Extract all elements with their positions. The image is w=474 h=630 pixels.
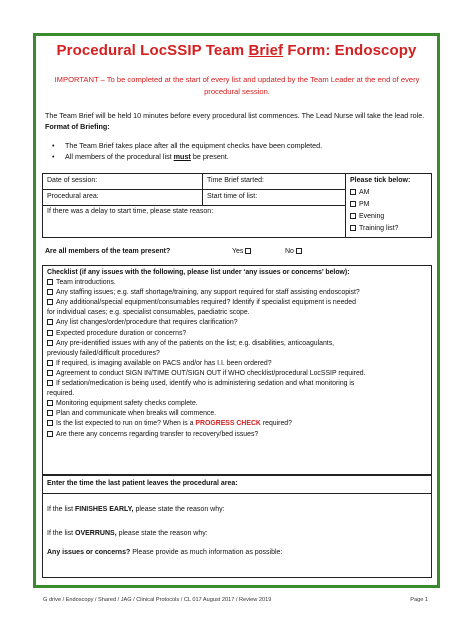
bullet-item <box>52 151 422 162</box>
team-present-question: Are all members of the team present? <box>45 248 171 255</box>
checklist-text: Team introductions. <box>56 279 116 287</box>
page-footer <box>43 597 428 603</box>
field-bold: OVERRUNS, <box>75 530 117 537</box>
checklist-text: Any list changes/order/procedure that requires clarification? <box>56 319 238 327</box>
checklist-text: Any additional/special equipment/consumables required? Identify if specialist equipment is needed <box>56 299 356 307</box>
checklist-item[interactable] <box>47 399 427 409</box>
intro-bold: Format of Briefing: <box>45 122 110 131</box>
checklist-text: required? <box>260 420 292 428</box>
checklist-item-continued <box>47 389 427 399</box>
checklist-item[interactable] <box>47 369 427 379</box>
checklist-text: Any staffing issues; e.g. staff shortage/training, any support required for staff assisting endoscopist? <box>56 289 360 297</box>
bullet-underlined: must <box>173 152 191 161</box>
checkbox-icon[interactable] <box>350 213 356 219</box>
checkbox-icon[interactable] <box>350 201 356 207</box>
bullet-item: • The Team Brief takes place after all the equipment checks have been completed. <box>52 140 422 151</box>
pm-checkbox[interactable] <box>346 199 374 210</box>
checkbox-icon[interactable] <box>47 330 53 336</box>
field-text: Please provide as much information as possible: <box>130 549 283 556</box>
field-text: please state the reason why: <box>133 506 225 513</box>
checklist-text: Any pre-identified issues with any of the patients on the list; e.g. disabilities, anticoagulants, <box>56 339 335 347</box>
checkbox-icon[interactable] <box>47 420 53 426</box>
form-title <box>33 42 440 59</box>
option-label: AM <box>359 189 370 196</box>
finishes-early-field[interactable] <box>47 506 225 513</box>
date-of-session-field[interactable]: Date of session: <box>47 177 98 184</box>
checklist-heading: Checklist (if any issues with the following, please list under ‘any issues or concerns’ below): <box>47 269 350 276</box>
table-divider <box>43 189 345 190</box>
bullet-text-end: be present. <box>190 152 229 161</box>
checklist-item[interactable] <box>47 339 427 349</box>
checklist-item-continued <box>47 308 427 318</box>
checkbox-icon[interactable] <box>47 299 53 305</box>
checklist-item[interactable] <box>47 379 427 389</box>
checkbox-icon[interactable] <box>296 248 302 254</box>
section-divider <box>43 493 431 494</box>
option-label: Evening <box>359 213 385 220</box>
last-patient-label: Enter the time the last patient leaves the procedural area: <box>47 480 238 487</box>
checklist-text: Monitoring equipment safety checks complete. <box>56 400 198 408</box>
checkbox-icon[interactable] <box>245 248 251 254</box>
time-brief-started-field[interactable]: Time Brief started: <box>207 177 264 184</box>
checkbox-icon[interactable] <box>350 189 356 195</box>
last-patient-heading <box>47 480 238 487</box>
field-bold: Any issues or concerns? <box>47 549 131 556</box>
checkbox-icon[interactable] <box>47 279 53 285</box>
procedural-area-field[interactable]: Procedural area: <box>47 193 99 200</box>
page-number: Page 1 <box>410 597 428 603</box>
checkbox-icon[interactable] <box>47 410 53 416</box>
issues-concerns-field[interactable] <box>47 549 282 556</box>
field-text: please state the reason why: <box>116 530 208 537</box>
title-underlined: Brief <box>248 42 284 59</box>
checklist-text: for individual cases; e.g. specialist consumables, paediatric scope. <box>47 309 250 317</box>
no-option[interactable] <box>285 248 305 255</box>
field-text: If the list <box>47 506 76 513</box>
checklist-item[interactable] <box>47 419 427 429</box>
intro-text: The Team Brief will be held 10 minutes before every procedural list commences. The Lead Nurse will take the lead role. <box>45 111 425 120</box>
checkbox-icon[interactable] <box>47 400 53 406</box>
checklist-item[interactable] <box>47 430 427 440</box>
important-note: IMPORTANT – To be completed at the start of every list and updated by the Team Leader at the end of every procedural session. <box>54 75 420 96</box>
checklist-text: Is the list expected to run on time? When is a <box>56 420 196 428</box>
field-text: If the list <box>47 530 76 537</box>
checklist-text: previously failed/difficult procedures? <box>47 349 160 357</box>
bullet-text: All members of the procedural list <box>65 152 174 161</box>
checklist-text: If required, is imaging available on PACS and/or has I.I. been ordered? <box>56 359 272 367</box>
checklist-text: If sedation/medication is being used, identify who is administering sedation and what monitoring is <box>56 380 355 388</box>
checkbox-icon[interactable] <box>47 370 53 376</box>
footer-path: G drive / Endoscopy / Shared / JAG / Clinical Protocols / CL 017 August 2017 / Review 2019 <box>43 597 272 603</box>
overruns-field[interactable] <box>47 530 208 537</box>
title-text: Procedural LocSSIP Team <box>56 42 249 59</box>
checklist-text: Expected procedure duration or concerns? <box>56 329 187 337</box>
evening-checkbox[interactable] <box>346 211 388 222</box>
checkbox-icon[interactable] <box>47 431 53 437</box>
session-table <box>42 173 432 238</box>
delay-reason-field[interactable]: If there was a delay to start time, please state reason: <box>47 208 214 215</box>
checkbox-icon[interactable] <box>47 340 53 346</box>
yes-option[interactable] <box>232 248 254 255</box>
progress-check-text: PROGRESS CHECK <box>195 420 261 428</box>
checklist-item[interactable] <box>47 298 427 308</box>
checklist-text: required. <box>47 390 75 398</box>
checklist-item[interactable] <box>47 318 427 328</box>
checkbox-icon[interactable] <box>47 319 53 325</box>
checkbox-icon[interactable] <box>47 360 53 366</box>
checklist-box <box>42 265 432 475</box>
checklist-text: Agreement to conduct SIGN IN/TIME OUT/SIGN OUT if WHO checklist/procedural LocSSIP required. <box>56 369 366 377</box>
checklist-item[interactable] <box>47 409 427 419</box>
checklist-item[interactable] <box>47 329 427 339</box>
team-present-row <box>45 248 435 255</box>
title-text-end: Form: Endoscopy <box>283 42 417 59</box>
end-of-list-box[interactable] <box>42 475 432 578</box>
checklist-text: Plan and communicate when breaks will commence. <box>56 410 217 418</box>
checklist-text: Are there any concerns regarding transfer to recovery/bed issues? <box>56 430 259 438</box>
checklist-item-continued <box>47 349 427 359</box>
option-label: Training list? <box>359 225 399 232</box>
checklist-item[interactable] <box>47 359 427 369</box>
am-checkbox[interactable] <box>346 187 374 198</box>
checklist-item[interactable] <box>47 278 427 288</box>
option-label: PM <box>359 201 370 208</box>
intro-paragraph <box>45 110 430 132</box>
field-bold: FINISHES EARLY, <box>75 506 134 513</box>
checklist-item[interactable] <box>47 288 427 298</box>
tick-title: Please tick below: <box>350 177 411 184</box>
checkbox-icon[interactable] <box>350 225 356 231</box>
checkbox-icon[interactable] <box>47 289 53 295</box>
checkbox-icon[interactable] <box>47 380 53 386</box>
training-list-checkbox[interactable] <box>346 223 402 234</box>
start-time-field[interactable]: Start time of list: <box>207 193 258 200</box>
briefing-bullets <box>52 140 422 162</box>
no-label: No <box>285 248 294 255</box>
yes-label: Yes <box>232 248 244 255</box>
